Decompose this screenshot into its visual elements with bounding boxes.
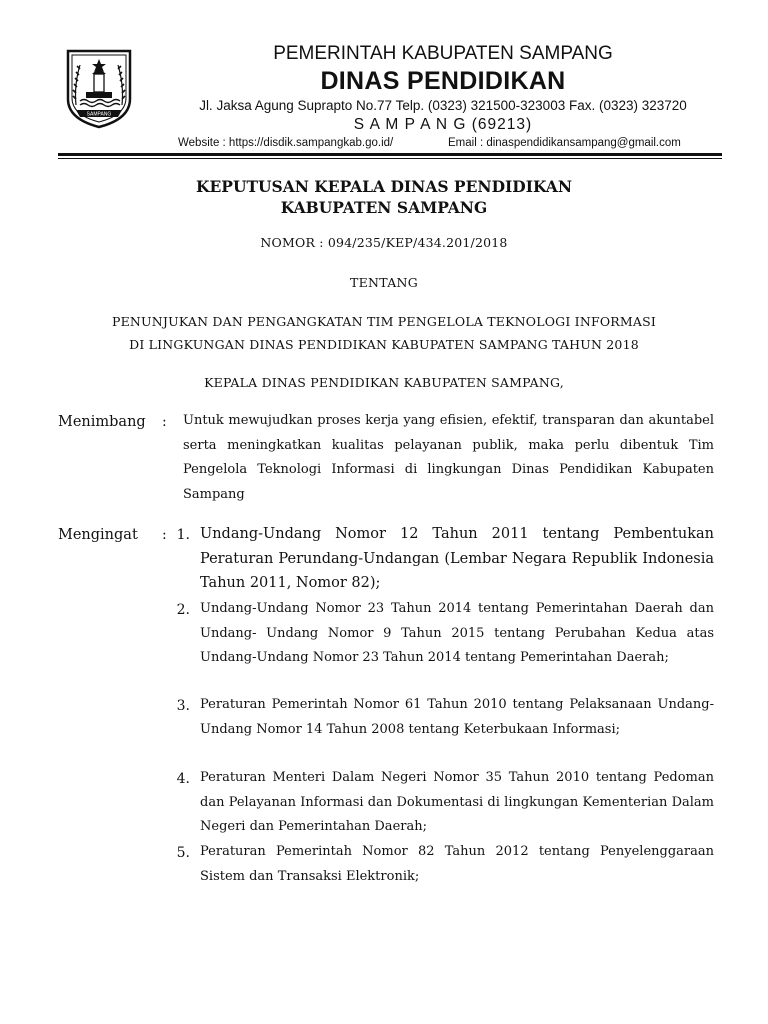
letterhead-divider-thin <box>58 158 722 159</box>
mengingat-colon: : <box>162 527 167 543</box>
emblem-caption: SAMPANG <box>86 111 112 118</box>
agency-name: DINAS PENDIDIKAN <box>320 67 566 95</box>
list-item: Peraturan Pemerintah Nomor 82 Tahun 2012 tentang Penyelenggaraan Sistem dan Transaksi Elektronik; <box>200 844 714 884</box>
tentang-heading: TENTANG <box>349 275 419 290</box>
list-item: Peraturan Pemerintah Nomor 61 Tahun 2010 tentang Pelaksanaan Undang-Undang Nomor 14 Tahun 2008 tentang Keterbukaan Informasi; <box>200 697 714 737</box>
contact-line <box>178 137 681 149</box>
decree-title-line2: KABUPATEN SAMPANG <box>280 198 488 217</box>
list-item-number: 5. <box>176 845 190 861</box>
website-link[interactable]: Website : https://disdik.sampangkab.go.id/ <box>178 137 394 149</box>
email-link[interactable]: Email : dinaspendidikansampang@gmail.com <box>448 137 681 149</box>
issuer-heading: KEPALA DINAS PENDIDIKAN KABUPATEN SAMPANG, <box>204 375 564 390</box>
decree-subject-line2: DI LINGKUNGAN DINAS PENDIDIKAN KABUPATEN SAMPANG TAHUN 2018 <box>129 337 639 352</box>
list-item-number: 4. <box>176 771 190 787</box>
list-item: Peraturan Menteri Dalam Negeri Nomor 35 Tahun 2010 tentang Pedoman dan Pelayanan Informasi dan Dokumentasi di lingkungan Kementerian Dalam Negeri dan Pemerintahan Daerah; <box>200 770 714 834</box>
decree-title-line1: KEPUTUSAN KEPALA DINAS PENDIDIKAN <box>196 177 572 196</box>
list-item: Undang-Undang Nomor 12 Tahun 2011 tentang Pembentukan Peraturan Perundang-Undangan (Lembar Negara Republik Indonesia Tahun 2011, Nomor 82); <box>200 526 714 591</box>
letterhead-divider-thick <box>58 153 722 156</box>
list-item-number: 3. <box>176 698 190 714</box>
list-item-number: 1. <box>176 527 190 543</box>
mengingat-label: Mengingat <box>58 527 138 543</box>
list-item: Undang-Undang Nomor 23 Tahun 2014 tentang Pemerintahan Daerah dan Undang- Undang Nomor 9 Tahun 2015 tentang Perubahan Kedua atas Undang-Undang Nomor 23 Tahun 2014 tentang Pemerintahan Daerah; <box>200 601 714 665</box>
menimbang-label: Menimbang <box>58 414 146 430</box>
government-name: PEMERINTAH KABUPATEN SAMPANG <box>273 43 613 64</box>
agency-city: S A M P A N G (69213) <box>353 116 533 133</box>
decree-subject-line1: PENUNJUKAN DAN PENGANGKATAN TIM PENGELOLA TEKNOLOGI INFORMASI <box>111 314 657 329</box>
decree-number: NOMOR : 094/235/KEP/434.201/2018 <box>260 235 508 250</box>
agency-address: Jl. Jaksa Agung Suprapto No.77 Telp. (0323) 321500-323003 Fax. (0323) 323720 <box>199 98 687 113</box>
menimbang-colon: : <box>162 414 167 430</box>
menimbang-text: Untuk mewujudkan proses kerja yang efisien, efektif, transparan dan akuntabel serta meningkatkan kualitas pelayanan publik, maka perlu dibentuk Tim Pengelola Teknologi Informasi di lingkungan Dinas Pendidikan Kabupaten Sampang <box>183 413 714 502</box>
sampang-emblem-logo <box>64 47 134 129</box>
list-item-number: 2. <box>176 602 190 618</box>
